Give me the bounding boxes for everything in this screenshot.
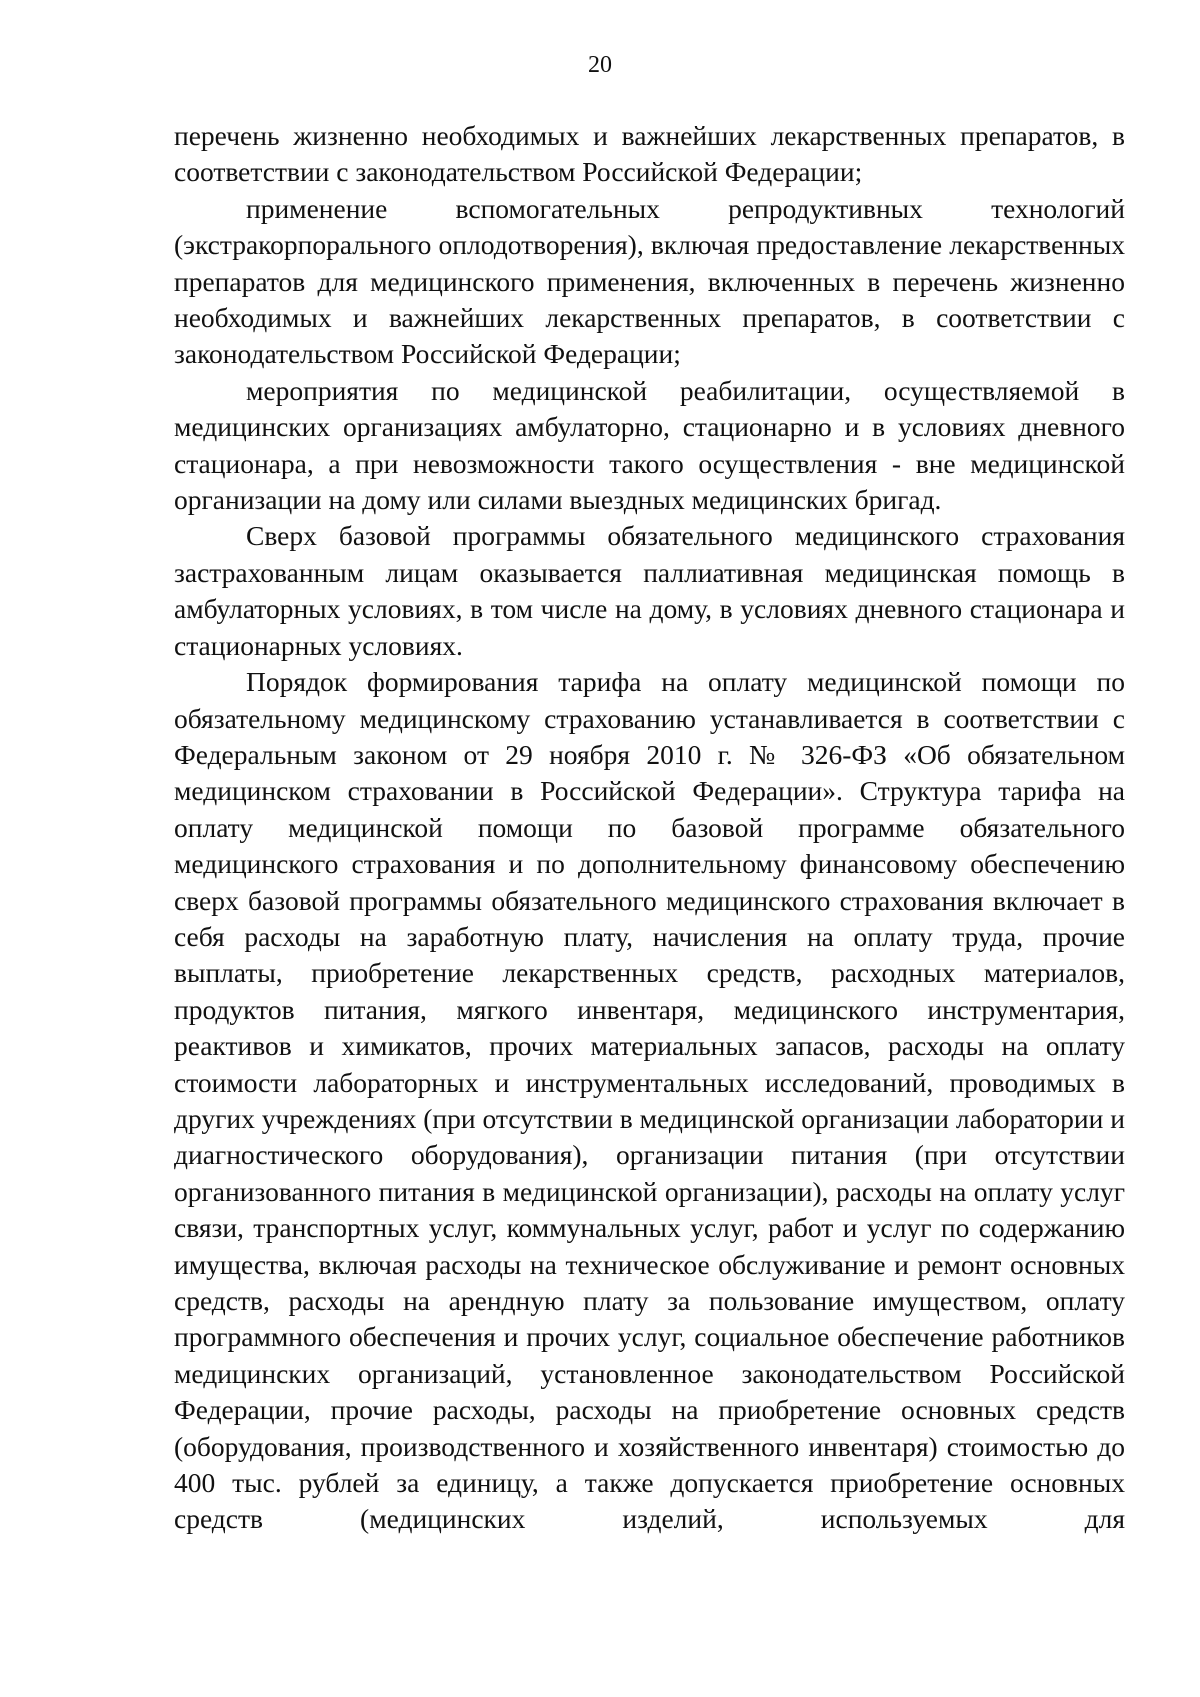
paragraph-rehabilitation: мероприятия по медицинской реабилитации, осуществляемой в медицинских организациях амбулаторно, стационарно и в условиях дневного стационара, а при невозможности такого осуществления - вне медицинской организации на дому или силами выездных медицинских бригад. [174,374,1125,516]
paragraph-tariff-structure: Порядок формирования тарифа на оплату медицинской помощи по обязательному медицинскому страхованию устанавливается в соответствии с Федеральным законом от 29 ноября 2010 г. № 326-ФЗ «Об обязательном медицинском страховании в Российской Федерации». Структура тарифа на оплату медицинской помощи по базовой программе обязательного медицинского страхования и по дополнительному финансовому обеспечению сверх базовой программы обязательного медицинского страхования включает в себя расходы на заработную плату, начисления на оплату труда, прочие выплаты, приобретение лекарственных средств, расходных материалов, продуктов питания, мягкого инвентаря, медицинского инструментария, реактивов и химикатов, прочих материальных запасов, расходы на оплату стоимости лабораторных и инструментальных исследований, проводимых в других учреждениях (при отсутствии в медицинской организации лаборатории и диагностического оборудования), организации питания (при отсутствии организованного питания в медицинской организации), расходы на оплату услуг связи, транспортных услуг, коммунальных услуг, работ и услуг по содержанию имущества, включая расходы на техническое обслуживание и ремонт основных средств, расходы на арендную плату за пользование имуществом, оплату программного обеспечения и прочих услуг, социальное обеспечение работников медицинских организаций, установленное законодательством Российской Федерации, прочие расходы, расходы на приобретение основных средств (оборудования, производственного и хозяйственного инвентаря) стоимостью до 400 тыс. рублей за единицу, а также допускается приобретение основных средств (медицинских изделий, используемых для [174,666,1125,1535]
paragraph-palliative-care: Сверх базовой программы обязательного медицинского страхования застрахованным лицам оказывается паллиативная медицинская помощь в амбулаторных условиях, в том числе на дому, в условиях дневного стационара и стационарных условиях. [174,520,1125,661]
paragraph-reproductive-technologies: применение вспомогательных репродуктивных технологий (экстракорпорального оплодотворения), включая предоставление лекарственных препаратов для медицинского применения, включенных в перечень жизненно необходимых и важнейших лекарственных препаратов, в соответствии с законодательством Российской Федерации; [174,192,1125,370]
page-number: 20 [588,52,612,78]
paragraph-continuation: перечень жизненно необходимых и важнейших лекарственных препаратов, в соответствии с законодательством Российской Федерации; [174,120,1125,188]
document-body [174,118,1125,1538]
